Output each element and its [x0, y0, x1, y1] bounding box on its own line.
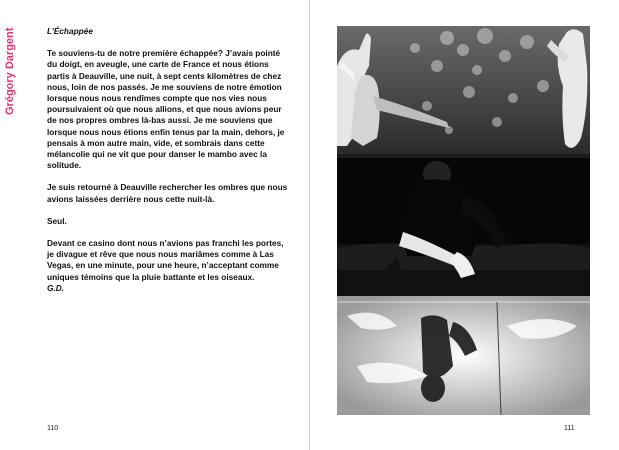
paragraph-2: Je suis retourné à Deauville rechercher les ombres que nous avions laissées derrière nous cette nuit-là.: [47, 182, 288, 204]
story-title: L’Échappée: [47, 26, 93, 36]
page-number-left: 110: [47, 425, 59, 432]
text-block: [47, 26, 292, 302]
page-number-right: 111: [564, 425, 575, 432]
left-page: [0, 0, 309, 450]
bw-photograph: [337, 26, 590, 415]
paragraph-4: Devant ce casino dont nous n’avions pas franchi les portes, je divague et rêve que nous nous mariâmes comme à Las Vegas, en une minute, pour une heure, n’acceptant comme uniques témoins que la pluie battante et les oiseaux.: [47, 238, 284, 282]
paragraph-3: Seul.: [47, 215, 67, 226]
author-name: Grégory Dargent: [4, 27, 16, 115]
signature: G.D.: [47, 282, 65, 293]
paragraph-1: Te souviens-tu de notre première échappée? J’avais pointé du doigt, en aveugle, une carte de France et nous étions partis à Deauville, une nuit, à sept cents kilomètres de chez nous, loin de nos passés. Je me souviens de notre émotion lorsque nous nous rendîmes compte que nos vies nous poursuivaient où que nous allions, et que nous avions peur de nos propres ombres là-bas aussi. Je me souviens que lorsque nous nous étions enfin tenus par la main, dehors, je pensais à mon autre main, vide, et sombrais dans cette mélancolie qui ne vit que pour danser le mambo avec la solitude.: [47, 48, 285, 171]
photo-illustration: [337, 26, 590, 415]
